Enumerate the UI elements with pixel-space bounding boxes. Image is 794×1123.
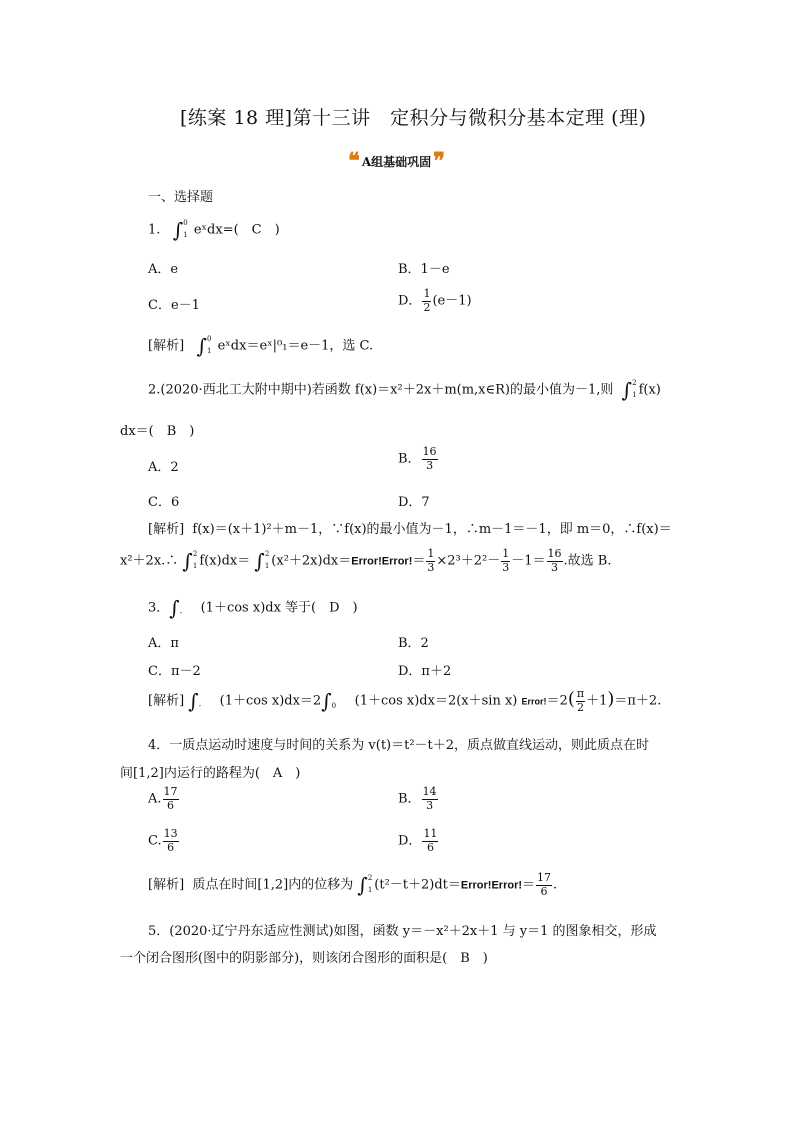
question-3-stem: 3．∫ - (1＋cos x)dx 等于( D ) — [148, 596, 358, 620]
q3-option-c: C．π－2 — [148, 664, 201, 679]
question-5-line1: 5．(2020·辽宁丹东适应性测试)如图，函数 y＝－x²＋2x＋1 与 y＝1 的图象相交，形成 — [148, 924, 657, 939]
q2-option-b: B． $\frac{16}{3}$ — [398, 445, 437, 472]
q4-option-b: B． $\frac{14}{3}$ — [398, 785, 437, 812]
q1-solution: [解析] ∫ 0 1 eˣdx＝eˣ|⁰₁＝e－1，选 C. — [148, 334, 374, 358]
q2-option-d: D．7 — [398, 495, 430, 510]
q3-option-a: A．π — [148, 636, 179, 651]
q4-solution: [解析] 质点在时间[1,2]内的位移为 ∫ 2 1 (t²－t＋2)dt＝Error!Error!＝ $\frac{17}{6}$ . — [148, 871, 558, 898]
q3-solution: [解析] ∫ - (1＋cos x)dx＝2∫ 0 (1＋cos x)dx＝2(x＋sin x) Error!＝2( $\frac{\pi}{2}$ ＋1)＝π＋2. — [148, 687, 662, 714]
q1-option-a: A．e — [148, 262, 179, 277]
page-title: [练案 18 理]第十三讲 定积分与微积分基本定理 (理) — [180, 107, 647, 129]
section-banner — [348, 150, 445, 172]
question-2-line2: dx＝( B ) — [120, 424, 195, 439]
q2-option-a: A．2 — [148, 460, 179, 475]
open-quote-icon: ❝ — [348, 148, 360, 174]
q1-option-d: D． $\frac{1}{2}$ (e－1) — [398, 287, 472, 314]
q2-solution-line1: [解析] f(x)＝(x＋1)²＋m－1，∵f(x)的最小值为－1，∴m－1＝－1，即 m＝0，∴f(x)＝ — [148, 522, 672, 537]
question-2-line1: 2.(2020·西北工大附中期中)若函数 f(x)＝x²＋2x＋m(m,x∈R)的最小值为－1,则 ∫ 2 1 f(x) — [148, 378, 661, 402]
question-1-stem: 1. ∫ 0 1 eˣdx=( C ) — [148, 218, 280, 242]
question-5-line2: 一个闭合图形(图中的阴影部分)，则该闭合图形的面积是( B ) — [120, 951, 488, 966]
q3-option-b: B．2 — [398, 636, 429, 651]
question-4-line1: 4．一质点运动时速度与时间的关系为 v(t)＝t²－t＋2，质点做直线运动，则此质点在时 — [148, 738, 650, 753]
section-banner-label: A组基础巩固 — [361, 154, 432, 169]
question-4-line2: 间[1,2]内运行的路程为( A ) — [120, 766, 301, 781]
close-quote-icon: ❞ — [433, 148, 445, 174]
q2-option-c: C．6 — [148, 495, 180, 510]
q4-option-d: D． $\frac{11}{6}$ — [398, 827, 438, 854]
q4-option-a: A. $\frac{17}{6}$ — [148, 785, 178, 812]
q1-option-c: C．e－1 — [148, 298, 200, 313]
section-label: 一、选择题 — [148, 190, 214, 205]
q4-option-c: C. $\frac{13}{6}$ — [148, 827, 178, 854]
q2-solution-line2: x²＋2x.∴ ∫ 2 1 f(x)dx＝ ∫ 2 1 (x²＋2x)dx＝Error!Error!＝ $\frac{1}{3}$ ×2³＋2²－ $\frac{1}{3}$ －1＝ $\frac{16}{3}$ .故选 B. — [120, 547, 612, 574]
q3-option-d: D．π＋2 — [398, 664, 452, 679]
q1-option-b: B．1－e — [398, 262, 450, 277]
